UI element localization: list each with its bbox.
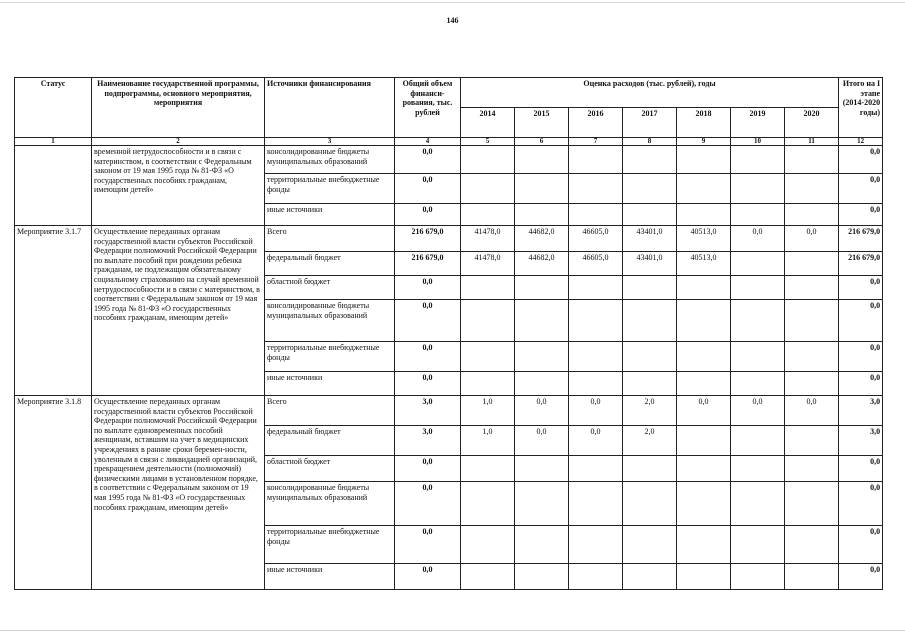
funding-source-cell: федеральный бюджет	[265, 426, 395, 456]
header-year: 2019	[731, 108, 785, 138]
header-year: 2014	[461, 108, 515, 138]
total-volume-cell: 3,0	[395, 396, 461, 426]
year-value-cell	[677, 372, 731, 396]
funding-source-cell: Всего	[265, 396, 395, 426]
year-value-cell: 44682,0	[515, 226, 569, 252]
funding-source-cell: областной бюджет	[265, 456, 395, 482]
header-sources: Источники финансирования	[265, 78, 395, 138]
year-value-cell	[515, 174, 569, 204]
total-volume-cell: 0,0	[395, 342, 461, 372]
year-value-cell: 0,0	[677, 396, 731, 426]
column-number: 10	[731, 138, 785, 146]
program-description-cell: Осуществление переданных органам государственной власти субъектов Российской Федерации полномочий Российской Федерации по выплате пособий при рождении ребенка гражданам, не подлежащим обязательному социальному страхованию на случай временной нетрудоспособности и в связи с материнством, в соответствии с Федеральным законом от 19 мая 1995 года № 81-ФЗ «О государственных пособиях гражданам, имеющим детей»	[92, 226, 265, 396]
status-cell: Мероприятие 3.1.7	[15, 226, 92, 396]
year-value-cell	[785, 174, 839, 204]
year-value-cell: 43401,0	[623, 226, 677, 252]
header-year: 2016	[569, 108, 623, 138]
year-value-cell	[731, 146, 785, 174]
year-value-cell	[677, 564, 731, 590]
year-value-cell	[677, 482, 731, 526]
year-value-cell	[731, 426, 785, 456]
column-number: 2	[92, 138, 265, 146]
year-value-cell	[461, 372, 515, 396]
year-value-cell	[731, 204, 785, 226]
year-value-cell	[623, 146, 677, 174]
total-volume-cell: 0,0	[395, 456, 461, 482]
funding-source-cell: территориальные внебюджетные фонды	[265, 342, 395, 372]
year-value-cell	[677, 300, 731, 342]
year-value-cell	[461, 482, 515, 526]
year-value-cell	[785, 204, 839, 226]
funding-source-cell: консолидированные бюджеты муниципальных образований	[265, 300, 395, 342]
itogo-cell: 0,0	[839, 372, 883, 396]
year-value-cell: 46605,0	[569, 226, 623, 252]
column-number: 12	[839, 138, 883, 146]
year-value-cell	[731, 174, 785, 204]
status-cell: Мероприятие 3.1.8	[15, 396, 92, 590]
scan-top-edge	[0, 2, 905, 3]
year-value-cell	[569, 456, 623, 482]
itogo-cell: 0,0	[839, 204, 883, 226]
year-value-cell	[623, 564, 677, 590]
year-value-cell	[785, 372, 839, 396]
year-value-cell	[731, 564, 785, 590]
header-status: Статус	[15, 78, 92, 138]
table-row	[15, 396, 883, 426]
column-number: 5	[461, 138, 515, 146]
total-volume-cell: 0,0	[395, 526, 461, 564]
itogo-cell: 0,0	[839, 456, 883, 482]
itogo-cell: 0,0	[839, 174, 883, 204]
funding-source-cell: областной бюджет	[265, 276, 395, 300]
year-value-cell	[623, 526, 677, 564]
itogo-cell: 0,0	[839, 300, 883, 342]
funding-source-cell: Всего	[265, 226, 395, 252]
year-value-cell	[731, 526, 785, 564]
itogo-cell: 0,0	[839, 564, 883, 590]
year-value-cell	[569, 174, 623, 204]
year-value-cell	[461, 146, 515, 174]
year-value-cell	[569, 564, 623, 590]
year-value-cell: 0,0	[785, 226, 839, 252]
year-value-cell	[569, 204, 623, 226]
year-value-cell	[569, 526, 623, 564]
funding-source-cell: территориальные внебюджетные фонды	[265, 526, 395, 564]
year-value-cell	[785, 564, 839, 590]
itogo-cell: 3,0	[839, 426, 883, 456]
year-value-cell: 0,0	[731, 396, 785, 426]
year-value-cell	[785, 426, 839, 456]
scan-bottom-edge	[0, 630, 905, 631]
year-value-cell	[515, 342, 569, 372]
year-value-cell	[461, 300, 515, 342]
program-description-cell: Осуществление переданных органам государственной власти субъектов Российской Федерации полномочий Российской Федерации по выплате единовременных пособий женщинам, вставшим на учет в медицинских учреждениях в ранние сроки беремен-ности, уволенным в связи с ликвидацией организаций, прекращением деятельности (полномочий) физическими лицами в установленном порядке, в соответствии с Федеральным законом от 19 мая 1995 года № 81-ФЗ «О государственных пособиях гражданам, имеющим детей»	[92, 396, 265, 590]
year-value-cell: 0,0	[785, 396, 839, 426]
itogo-cell: 216 679,0	[839, 252, 883, 276]
year-value-cell: 43401,0	[623, 252, 677, 276]
header-estimate: Оценка расходов (тыс. рублей), годы	[461, 78, 839, 108]
funding-source-cell: иные источники	[265, 564, 395, 590]
year-value-cell	[785, 526, 839, 564]
year-value-cell	[785, 252, 839, 276]
year-value-cell	[623, 300, 677, 342]
year-value-cell	[515, 372, 569, 396]
table-row	[15, 226, 883, 252]
column-number-row	[15, 138, 883, 146]
total-volume-cell: 0,0	[395, 174, 461, 204]
year-value-cell	[569, 372, 623, 396]
column-number: 11	[785, 138, 839, 146]
year-value-cell	[515, 300, 569, 342]
total-volume-cell: 0,0	[395, 300, 461, 342]
itogo-cell: 216 679,0	[839, 226, 883, 252]
funding-source-cell: консолидированные бюджеты муниципальных образований	[265, 146, 395, 174]
year-value-cell	[461, 564, 515, 590]
year-value-cell	[461, 204, 515, 226]
year-value-cell	[731, 372, 785, 396]
year-value-cell	[731, 252, 785, 276]
year-value-cell	[569, 482, 623, 526]
year-value-cell: 1,0	[461, 426, 515, 456]
funding-source-cell: федеральный бюджет	[265, 252, 395, 276]
status-cell	[15, 146, 92, 226]
year-value-cell	[515, 146, 569, 174]
budget-table-sheet	[14, 77, 881, 590]
year-value-cell	[623, 456, 677, 482]
total-volume-cell: 0,0	[395, 564, 461, 590]
year-value-cell: 0,0	[569, 396, 623, 426]
header-program: Наименование государственной программы, подпрограммы, основного мероприятия, мероприятия	[92, 78, 265, 138]
year-value-cell: 2,0	[623, 426, 677, 456]
total-volume-cell: 3,0	[395, 426, 461, 456]
year-value-cell	[623, 204, 677, 226]
total-volume-cell: 216 679,0	[395, 226, 461, 252]
year-value-cell: 41478,0	[461, 226, 515, 252]
year-value-cell	[623, 372, 677, 396]
year-value-cell	[515, 456, 569, 482]
year-value-cell: 41478,0	[461, 252, 515, 276]
column-number: 6	[515, 138, 569, 146]
total-volume-cell: 0,0	[395, 276, 461, 300]
year-value-cell	[785, 276, 839, 300]
year-value-cell: 2,0	[623, 396, 677, 426]
year-value-cell	[461, 456, 515, 482]
year-value-cell	[731, 456, 785, 482]
header-year: 2015	[515, 108, 569, 138]
total-volume-cell: 0,0	[395, 204, 461, 226]
year-value-cell: 40513,0	[677, 252, 731, 276]
year-value-cell	[569, 300, 623, 342]
year-value-cell	[677, 276, 731, 300]
header-itogo: Итого на I этапе (2014-2020 годы)	[839, 78, 883, 138]
year-value-cell	[515, 276, 569, 300]
year-value-cell	[461, 276, 515, 300]
year-value-cell	[515, 526, 569, 564]
year-value-cell	[785, 342, 839, 372]
page-number: 146	[446, 16, 459, 25]
year-value-cell: 1,0	[461, 396, 515, 426]
column-number: 3	[265, 138, 395, 146]
year-value-cell	[677, 426, 731, 456]
year-value-cell: 0,0	[569, 426, 623, 456]
year-value-cell	[623, 482, 677, 526]
year-value-cell	[623, 342, 677, 372]
table-header	[15, 78, 883, 146]
total-volume-cell: 216 679,0	[395, 252, 461, 276]
program-description-cell: временной нетрудоспособности и в связи с материнством, в соответствии с Федеральным законом от 19 мая 1995 года № 81-ФЗ «О государственных пособиях гражданам, имеющим детей»	[92, 146, 265, 226]
year-value-cell: 44682,0	[515, 252, 569, 276]
year-value-cell	[515, 204, 569, 226]
year-value-cell	[677, 146, 731, 174]
year-value-cell	[461, 526, 515, 564]
year-value-cell	[731, 300, 785, 342]
funding-source-cell: консолидированные бюджеты муниципальных образований	[265, 482, 395, 526]
itogo-cell: 0,0	[839, 276, 883, 300]
header-total-volume: Общий объем финанси-рования, тыс. рублей	[395, 78, 461, 138]
table-body	[15, 146, 883, 590]
total-volume-cell: 0,0	[395, 372, 461, 396]
header-year: 2017	[623, 108, 677, 138]
year-value-cell	[677, 456, 731, 482]
funding-source-cell: территориальные внебюджетные фонды	[265, 174, 395, 204]
total-volume-cell: 0,0	[395, 146, 461, 174]
year-value-cell	[677, 342, 731, 372]
year-value-cell: 0,0	[515, 426, 569, 456]
column-number: 8	[623, 138, 677, 146]
year-value-cell	[731, 342, 785, 372]
itogo-cell: 0,0	[839, 526, 883, 564]
year-value-cell	[461, 174, 515, 204]
year-value-cell	[731, 482, 785, 526]
year-value-cell	[785, 482, 839, 526]
year-value-cell	[569, 276, 623, 300]
year-value-cell	[785, 300, 839, 342]
column-number: 9	[677, 138, 731, 146]
year-value-cell: 40513,0	[677, 226, 731, 252]
year-value-cell: 0,0	[515, 396, 569, 426]
year-value-cell: 0,0	[731, 226, 785, 252]
year-value-cell	[569, 342, 623, 372]
year-value-cell	[461, 342, 515, 372]
year-value-cell	[785, 146, 839, 174]
year-value-cell	[515, 564, 569, 590]
header-year: 2018	[677, 108, 731, 138]
year-value-cell	[569, 146, 623, 174]
itogo-cell: 3,0	[839, 396, 883, 426]
itogo-cell: 0,0	[839, 482, 883, 526]
funding-source-cell: иные источники	[265, 372, 395, 396]
year-value-cell	[677, 526, 731, 564]
year-value-cell	[623, 276, 677, 300]
total-volume-cell: 0,0	[395, 482, 461, 526]
column-number: 7	[569, 138, 623, 146]
year-value-cell	[677, 174, 731, 204]
itogo-cell: 0,0	[839, 146, 883, 174]
budget-table	[14, 77, 883, 590]
column-number: 4	[395, 138, 461, 146]
column-number: 1	[15, 138, 92, 146]
header-year: 2020	[785, 108, 839, 138]
year-value-cell	[731, 276, 785, 300]
year-value-cell	[677, 204, 731, 226]
itogo-cell: 0,0	[839, 342, 883, 372]
funding-source-cell: иные источники	[265, 204, 395, 226]
table-row	[15, 146, 883, 174]
year-value-cell	[515, 482, 569, 526]
year-value-cell: 46605,0	[569, 252, 623, 276]
year-value-cell	[785, 456, 839, 482]
year-value-cell	[623, 174, 677, 204]
